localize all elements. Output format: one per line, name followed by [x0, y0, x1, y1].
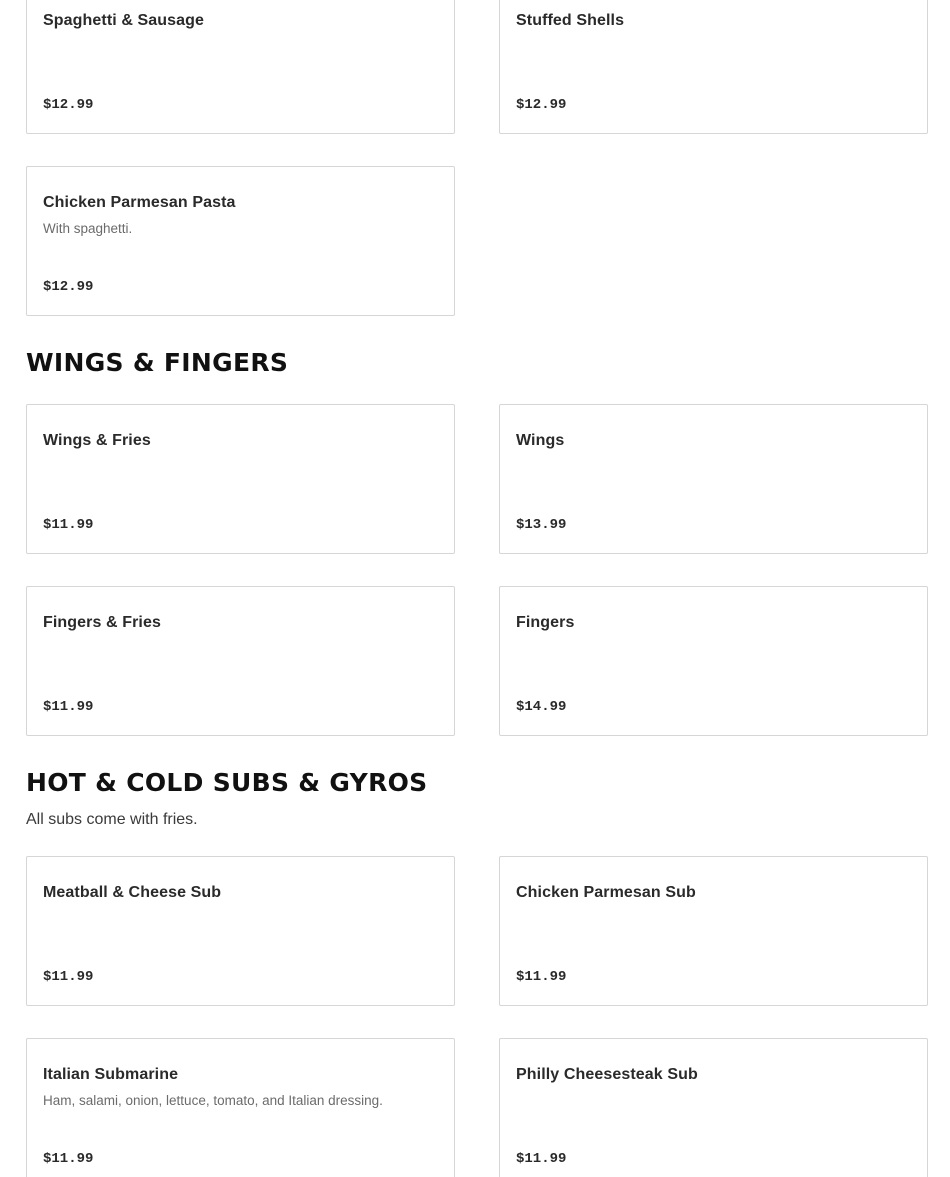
menu-item-price: $13.99	[516, 517, 567, 533]
menu-item-price: $14.99	[516, 699, 567, 715]
menu-item-card[interactable]	[499, 0, 928, 134]
menu-item-card[interactable]	[499, 586, 928, 736]
menu-item-name: Fingers & Fries	[43, 614, 161, 631]
section-title-wings: WINGS & FINGERS	[26, 348, 289, 377]
menu-item-name: Fingers	[516, 614, 575, 631]
menu-item-card[interactable]	[26, 404, 455, 554]
menu-item-price: $11.99	[516, 969, 567, 985]
menu-item-card[interactable]	[26, 856, 455, 1006]
menu-item-price: $12.99	[43, 97, 94, 113]
section-title-subs: HOT & COLD SUBS & GYROS	[26, 768, 428, 797]
menu-item-name: Chicken Parmesan Pasta	[43, 194, 236, 211]
menu-item-name: Italian Submarine	[43, 1066, 179, 1083]
menu-item-price: $11.99	[43, 699, 94, 715]
menu-item-price: $11.99	[516, 1151, 567, 1167]
menu-item-price: $11.99	[43, 969, 94, 985]
menu-item-price: $11.99	[43, 517, 94, 533]
menu-item-card[interactable]	[499, 856, 928, 1006]
menu-item-name: Wings	[516, 432, 565, 449]
menu-item-name: Wings & Fries	[43, 432, 151, 449]
menu-item-name: Stuffed Shells	[516, 12, 625, 29]
menu-item-description: With spaghetti.	[43, 221, 133, 236]
menu-item-card[interactable]	[26, 166, 455, 316]
menu-item-card[interactable]	[26, 586, 455, 736]
menu-item-name: Meatball & Cheese Sub	[43, 884, 222, 901]
menu-item-name: Spaghetti & Sausage	[43, 12, 205, 29]
menu-item-description: Ham, salami, onion, lettuce, tomato, and Italian dressing.	[43, 1093, 383, 1108]
menu-item-name: Philly Cheesesteak Sub	[516, 1066, 698, 1083]
menu-item-card[interactable]	[26, 1038, 455, 1177]
menu-item-card[interactable]	[26, 0, 455, 134]
section-description: All subs come with fries.	[26, 811, 198, 828]
menu-item-card[interactable]	[499, 404, 928, 554]
menu-item-card[interactable]	[499, 1038, 928, 1177]
menu-item-name: Chicken Parmesan Sub	[516, 884, 696, 901]
menu-item-price: $12.99	[43, 279, 94, 295]
menu-item-price: $11.99	[43, 1151, 94, 1167]
menu-item-price: $12.99	[516, 97, 567, 113]
